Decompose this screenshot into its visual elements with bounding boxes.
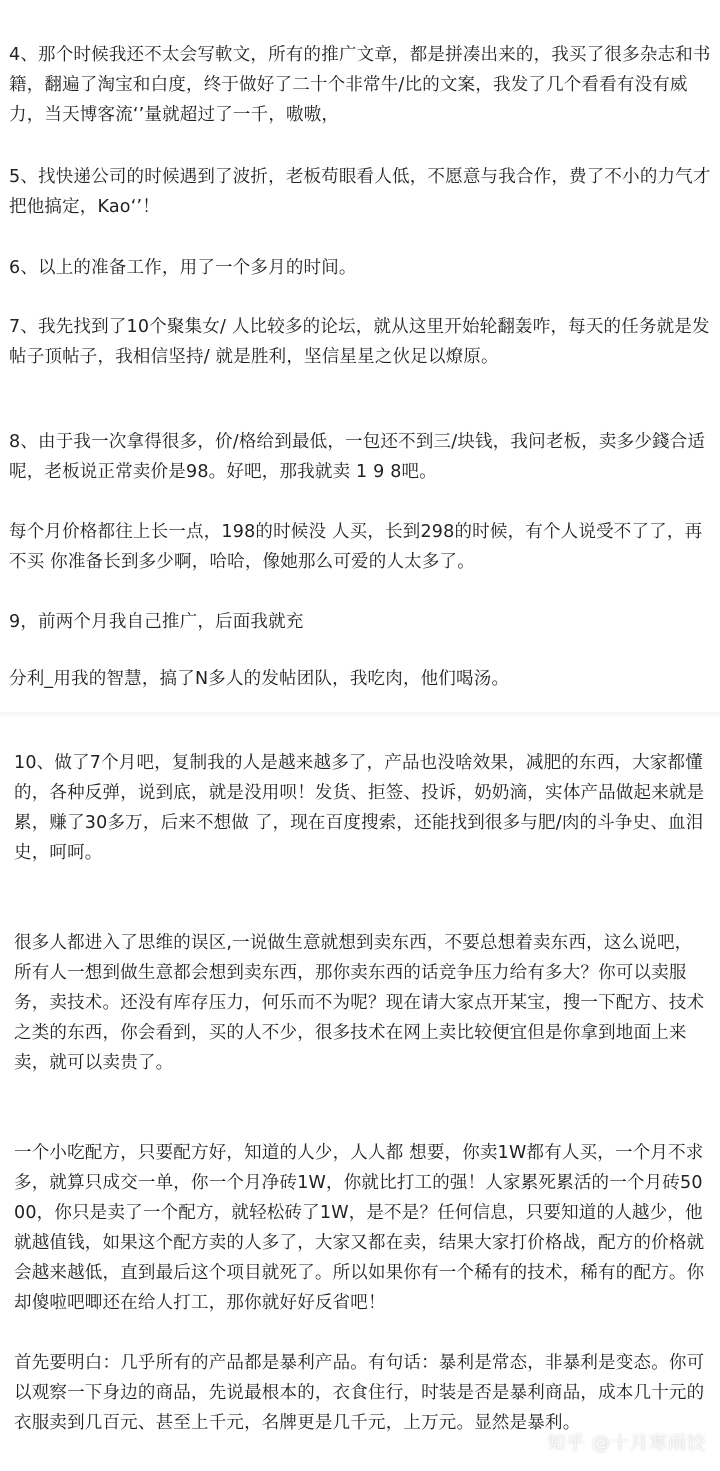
paragraph-recipe: 一个小吃配方，只要配方好，知道的人少，人人都 想要，你卖1W都有人买，一个月不求多，就算只成交一单，你一个月净砖1W，你就比打工的强！人家累死累活的一个月砖5000，你只是卖了一个配方，就轻松砖了1W，是不是？任何信息，只要知道的人越少，他就越值钱，如果这个配方卖的人多了，大家又都在卖，结果大家打价格战，配方的价格就会越来越低，直到最后这个项目就死了。所以如果你有一个稀有的技术，稀有的配方。你却傻啦吧唧还在给人打工，那你就好好反省吧！ xyxy=(14,1143,705,1313)
paragraph-profit: 首先要明白：几乎所有的产品都是暴利产品。有句话：暴利是常态，非暴利是变态。你可以观察一下身边的商品，先说最根本的，衣食住行，时装是否是暴利商品，成本几十元的衣服卖到几百元、甚至上千元，名牌更是几千元，上万元。显然是暴利。 xyxy=(14,1353,705,1433)
paragraph-team: 分利_用我的智慧，搞了N多人的发帖团队，我吃肉，他们喝汤。 xyxy=(9,669,510,689)
paragraph-10: 10、做了7个月吧，复制我的人是越来越多了，产品也没啥效果，减肥的东西，大家都懂的，各种反弹，说到底，就是没用呗！发货、拒签、投诉，奶奶滴，实体产品做起来就是累，赚了30多万，后来不想做 了，现在百度搜索，还能找到很多与肥/肉的斗争史、血泪史，呵呵。 xyxy=(14,753,705,863)
paragraph-5: 5、找快递公司的时候遇到了波折，老板苟眼看人低，不愿意与我合作，费了不小的力气才把他搞定，Kao‘’！ xyxy=(9,167,711,217)
paragraph-4: 4、那个时候我还不太会写軟文，所有的推广文章，都是拼凑出来的，我买了很多杂志和书籍，翻遍了淘宝和白度，终于做好了二十个非常牛/比的文案，我发了几个看看有没有威力，当天博客流‘’量就超过了一千，嗷嗷， xyxy=(9,45,711,125)
paragraph-price: 每个月价格都往上长一点，198的时候没 人买，长到298的时候，有个人说受不了了，再不买 你准备长到多少啊，哈哈，像她那么可爱的人太多了。 xyxy=(9,522,703,572)
paragraph-7: 7、我先找到了10个聚集女/ 人比较多的论坛，就从这里开始轮翻轰咋，每天的任务就是发帖子顶帖子，我相信坚持/ 就是胜利，坚信星星之伙足以燎原。 xyxy=(9,317,710,367)
paragraph-thinking: 很多人都进入了思维的误区,一说做生意就想到卖东西，不要总想着卖东西，这么说吧，所有人一想到做生意都会想到卖东西，那你卖东西的话竞争压力给有多大？你可以卖服务，卖技术。还没有库存压力，何乐而不为呢？现在请大家点开某宝，搜一下配方、技术之类的东西，你会看到，买的人不少，很多技术在网上卖比较便宜但是你拿到地面上来卖，就可以卖贵了。 xyxy=(14,933,705,1073)
section-divider xyxy=(0,712,720,718)
paragraph-8: 8、由于我一次拿得很多，价/格给到最低，一包还不到三/块钱，我问老板，卖多少錢合适呢，老板说正常卖价是98。好吧，那我就卖 1 9 8吧。 xyxy=(9,432,706,482)
paragraph-6: 6、以上的准备工作，用了一个多月的时间。 xyxy=(9,258,357,278)
paragraph-9: 9，前两个月我自己推广，后面我就充 xyxy=(9,612,304,632)
watermark: 知乎 @十月寒雨饺 xyxy=(547,1433,706,1454)
